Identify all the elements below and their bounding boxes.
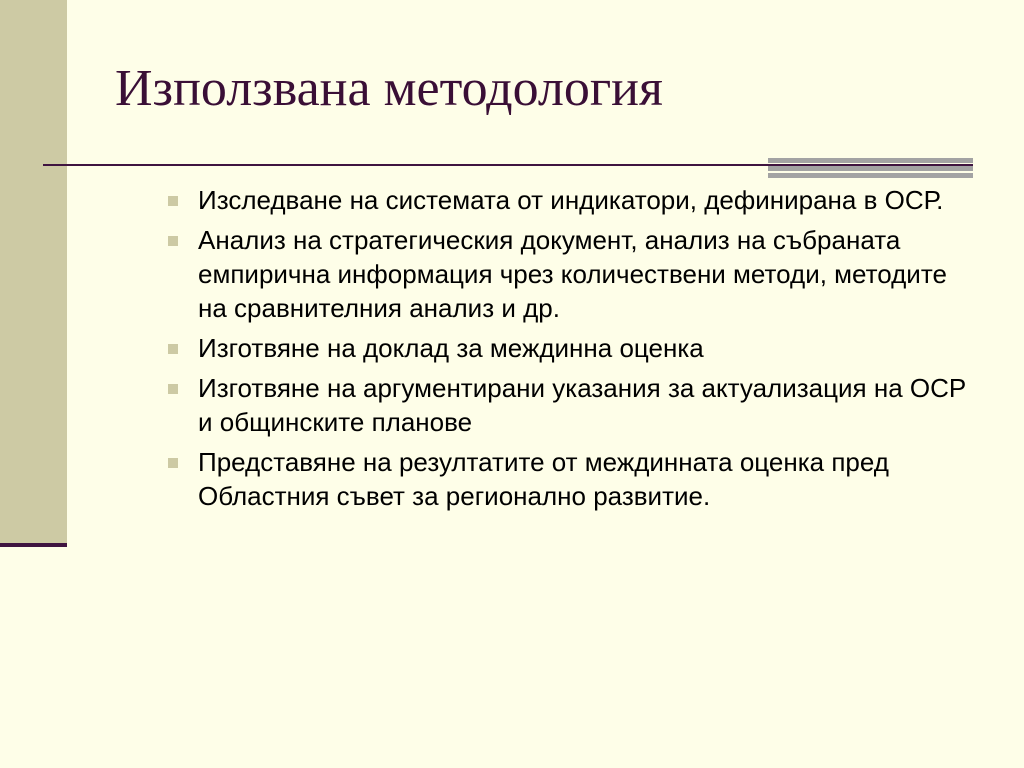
left-bar-accent-line — [0, 543, 67, 547]
stripe — [768, 158, 973, 163]
square-bullet-icon — [168, 196, 178, 206]
bullet-item — [163, 183, 973, 217]
bullet-item — [163, 223, 973, 325]
bullet-text: Изследване на системата от индикатори, дефинирана в ОСР. — [198, 185, 944, 215]
bullet-text: Представяне на резултатите от междинната оценка пред Областния съвет за регионално развитие. — [198, 447, 889, 511]
bullet-text: Анализ на стратегическия документ, анализ на събраната емпирична информация чрез количествени методи, методите на сравнителния анализ и др. — [198, 225, 947, 323]
bullet-text: Изготвяне на аргументирани указания за актуализация на ОСР и общинските планове — [198, 373, 967, 437]
bullet-item — [163, 371, 973, 439]
bullet-text: Изготвяне на доклад за междинна оценка — [198, 333, 704, 363]
square-bullet-icon — [168, 384, 178, 394]
bullet-item — [163, 331, 973, 365]
square-bullet-icon — [168, 236, 178, 246]
bullet-item — [163, 445, 973, 513]
decorative-stripes — [768, 158, 973, 180]
slide-title: Използвана методология — [115, 60, 663, 117]
stripe — [768, 166, 973, 171]
left-decorative-bar — [0, 0, 67, 543]
square-bullet-icon — [168, 344, 178, 354]
stripe — [768, 173, 973, 178]
square-bullet-icon — [168, 458, 178, 468]
bullet-list — [163, 183, 973, 519]
